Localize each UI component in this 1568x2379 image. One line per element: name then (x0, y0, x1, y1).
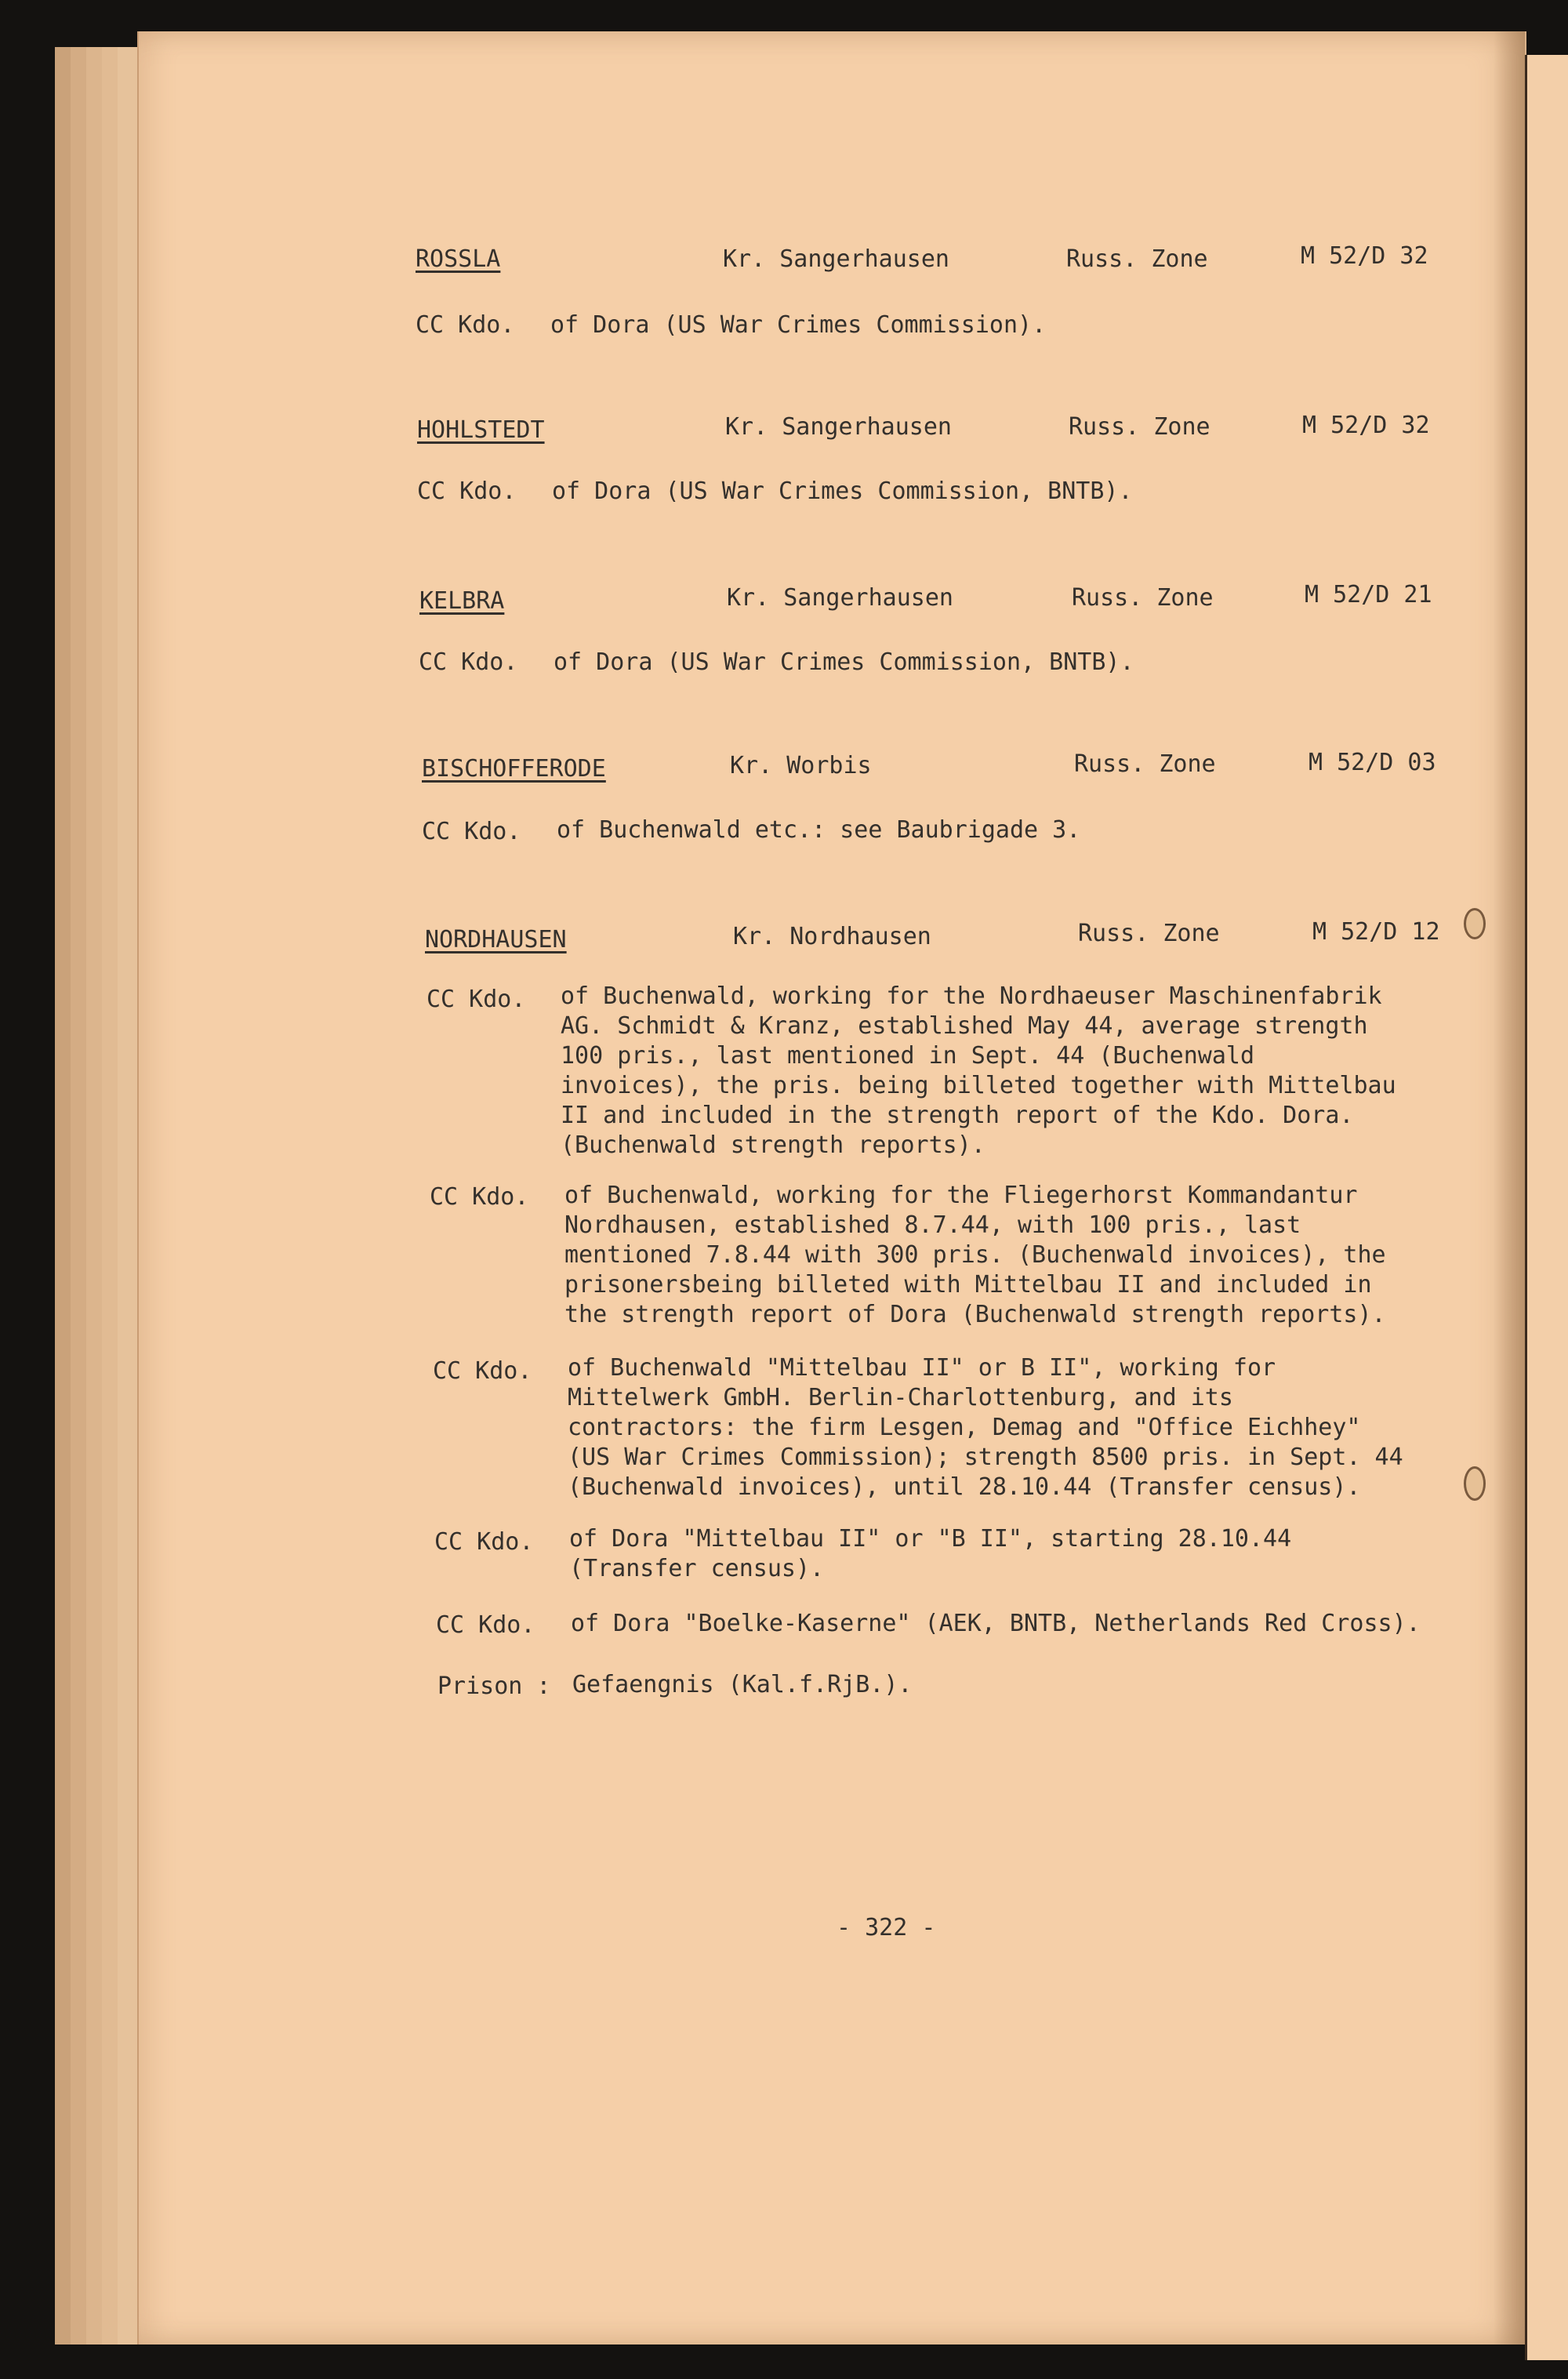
entry-reference: M 52/D 32 (1301, 242, 1428, 270)
gutter-shadow (1494, 31, 1525, 2344)
entry-place: ROSSLA (416, 245, 501, 273)
entry-reference: M 52/D 12 (1312, 918, 1440, 946)
entry-line-text: of Dora (US War Crimes Commission, BNTB). (552, 478, 1133, 505)
entry-zone: Russ. Zone (1069, 413, 1210, 441)
entry-line-label: CC Kdo. (434, 1528, 534, 1556)
entry-district: Kr. Sangerhausen (723, 245, 949, 273)
entry-line-label: CC Kdo. (422, 818, 521, 845)
entry-line-label: CC Kdo. (433, 1357, 532, 1385)
entry-line-text: Gefaengnis (Kal.f.RjB.). (572, 1671, 913, 1698)
entry-line-label: CC Kdo. (436, 1611, 535, 1639)
entry-line-text: of Dora (US War Crimes Commission, BNTB). (554, 648, 1134, 676)
binding-hole (1464, 908, 1486, 939)
entry-line-text: of Buchenwald "Mittelbau II" or B II", working for Mittelwerk GmbH. Berlin-Charlottenburg, and its contractors: the firm Lesgen, Demag and "Office Eichhey" (US War Crimes Commission); strength 8500 pris. in Sept. 44 (Buchenwald invoices), until 28.10.44 (Transfer census). (568, 1354, 1403, 1501)
entry-place: NORDHAUSEN (425, 926, 567, 953)
entry-place: HOHLSTEDT (417, 416, 545, 444)
entry-district: Kr. Sangerhausen (727, 584, 953, 612)
entry-district: Kr. Sangerhausen (725, 413, 952, 441)
entry-line-text: of Buchenwald, working for the Fliegerhorst Kommandantur Nordhausen, established 8.7.44, with 100 pris., last mentioned 7.8.44 with 300 pris. (Buchenwald invoices), the prisonersbeing billeted with Mittelbau II and included in the strength report of Dora (Buchenwald strength reports). (564, 1182, 1386, 1328)
entry-line-label: CC Kdo. (419, 648, 518, 676)
entry-line-label: Prison : (437, 1673, 551, 1700)
binding-hole (1464, 1466, 1486, 1501)
entry-line-label: CC Kdo. (430, 1183, 529, 1211)
entry-zone: Russ. Zone (1078, 920, 1220, 947)
entry-line-text: of Buchenwald etc.: see Baubrigade 3. (557, 816, 1081, 844)
entry-place: KELBRA (419, 587, 505, 615)
entry-zone: Russ. Zone (1072, 584, 1214, 612)
entry-line-text: of Dora "Mittelbau II" or "B II", starting 28.10.44 (Transfer census). (569, 1525, 1292, 1582)
entry-reference: M 52/D 21 (1305, 581, 1432, 608)
entry-line-text: of Dora (US War Crimes Commission). (550, 311, 1047, 339)
entry-reference: M 52/D 32 (1302, 412, 1430, 439)
entry-line-label: CC Kdo. (426, 986, 526, 1013)
adjacent-page-edge (1525, 55, 1568, 2360)
entry-district: Kr. Nordhausen (733, 923, 931, 950)
entry-line-text: of Buchenwald, working for the Nordhaeuser Maschinenfabrik AG. Schmidt & Kranz, established May 44, average strength 100 pris., last mentioned in Sept. 44 (Buchenwald invoices), the pris. being billeted together with Mittelbau II and included in the strength report of the Kdo. Dora. (Buchenwald strength reports). (561, 982, 1396, 1159)
document-page (137, 31, 1526, 2344)
entry-district: Kr. Worbis (730, 752, 872, 779)
entry-line-label: CC Kdo. (417, 478, 517, 505)
entry-line-label: CC Kdo. (416, 311, 515, 339)
entry-zone: Russ. Zone (1066, 245, 1208, 273)
entry-zone: Russ. Zone (1074, 750, 1216, 778)
page-number: - 322 - (837, 1914, 936, 1941)
entry-place: BISCHOFFERODE (422, 755, 606, 783)
entry-reference: M 52/D 03 (1308, 749, 1436, 776)
entry-line-text: of Dora "Boelke-Kaserne" (AEK, BNTB, Netherlands Red Cross). (571, 1610, 1421, 1637)
